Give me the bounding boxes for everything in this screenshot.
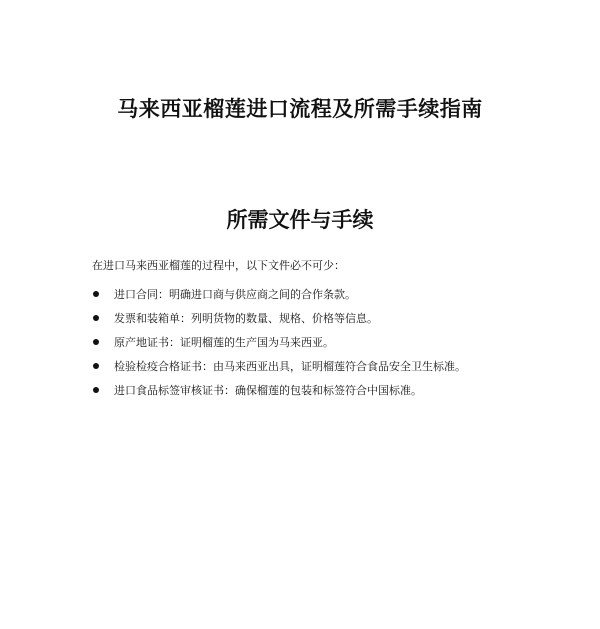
list-item	[92, 282, 466, 306]
bullet-icon	[93, 339, 99, 345]
list-item	[92, 378, 466, 402]
list-item-text: 进口食品标签审核证书：确保榴莲的包装和标签符合中国标准。	[114, 384, 422, 397]
document-title: 马来西亚榴莲进口流程及所需手续指南	[117, 96, 483, 121]
list-item	[92, 306, 466, 330]
list-item-text: 检验检疫合格证书：由马来西亚出具，证明榴莲符合食品安全卫生标准。	[114, 360, 466, 373]
list-item-text: 进口合同：明确进口商与供应商之间的合作条款。	[114, 288, 356, 301]
bullet-icon	[93, 315, 99, 321]
list-item-text: 发票和装箱单：列明货物的数量、规格、价格等信息。	[114, 312, 378, 325]
intro-paragraph: 在进口马来西亚榴莲的过程中，以下文件必不可少：	[92, 259, 345, 272]
bullet-icon	[93, 291, 99, 297]
required-documents-list	[92, 282, 466, 402]
section-heading: 所需文件与手续	[226, 207, 374, 232]
bullet-icon	[93, 387, 99, 393]
bullet-icon	[93, 363, 99, 369]
list-item	[92, 354, 466, 378]
list-item-text: 原产地证书：证明榴莲的生产国为马来西亚。	[114, 336, 334, 349]
list-item	[92, 330, 466, 354]
